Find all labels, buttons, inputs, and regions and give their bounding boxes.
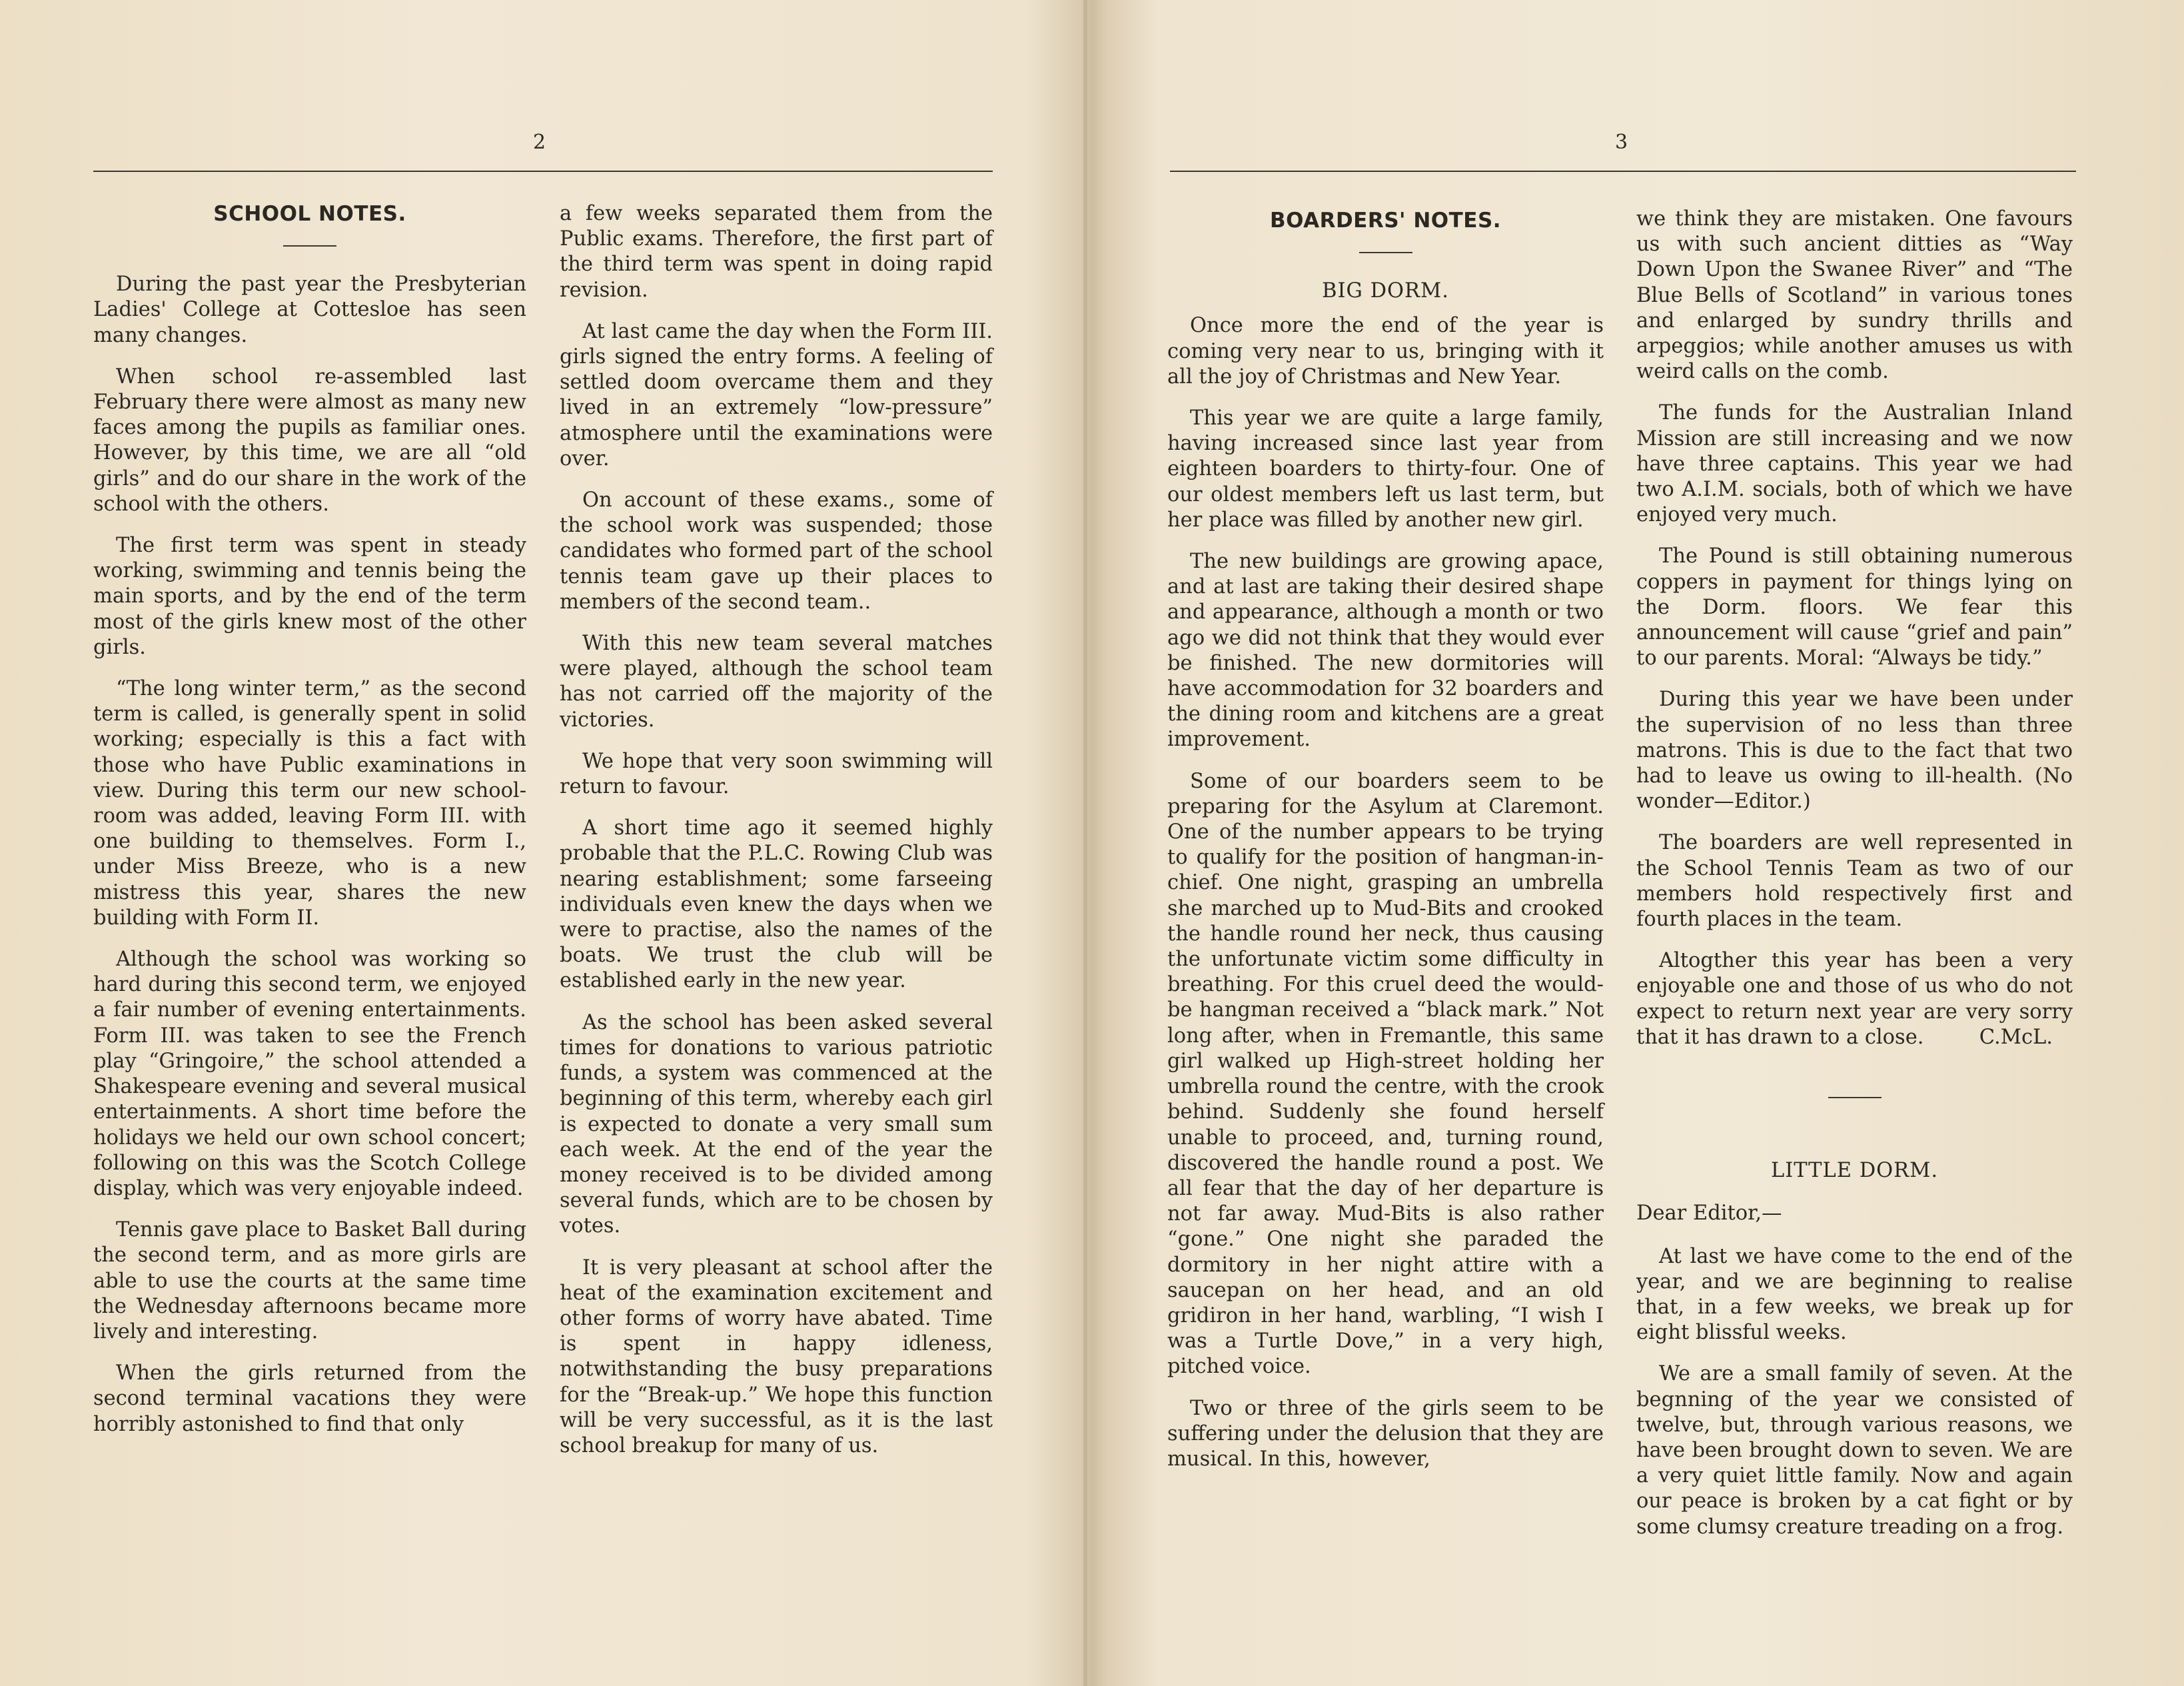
paragraph: The new buildings are growing apace, and at last are taking their desired shape and appearance, although a month or two ago we did not think that they would ever be finished. The new dormitories will have accommodation for 32 boarders and the dining room and kitchens are a great improvement. — [1167, 550, 1604, 752]
paragraph: When school re-assembled last February there were almost as many new faces among the pupils as familiar ones. However, by this time, we are all “old girls” and do our share in the work of the school with the others. — [93, 365, 526, 516]
heading-rule — [1359, 252, 1412, 253]
right-page — [1087, 0, 2184, 1686]
paragraph: we think they are mistaken. One favours us with such ancient ditties as “Way Down Upon the Swanee River” and “The Blue Bells of Scotland” in various tones and enlarged by sundry thrills and arpeggios; while another amuses us with weird calls on the comb. — [1636, 207, 2073, 384]
salutation: Dear Editor,— — [1636, 1202, 1782, 1226]
closing-text: Altogther this year has been a very enjoyable one and those of us who do not expect to return next year are very sorry that it has drawn to a close. — [1636, 949, 2073, 1049]
paragraph: It is very pleasant at school after the heat of the examination excitement and other forms of worry have abated. Time is spent in happy idleness, notwithstanding the busy preparations for the “Break-up.” We hope this function will be very successful, as it is the last school breakup for many of us. — [560, 1256, 993, 1457]
paragraph: On account of these exams., some of the school work was suspended; those candidates who formed part of the school tennis team gave up their places to members of the second team.. — [560, 488, 993, 614]
paragraph: As the school has been asked several times for donations to various patriotic funds, a system was commenced at the beginning of this term, whereby each girl is expected to donate a very small sum each week. At the end of the year the money received is to be divided among several funds, which are to be chosen by votes. — [560, 1010, 993, 1238]
school-notes-column — [93, 201, 526, 1453]
paragraph: At last we have come to the end of the year, and we are beginning to realise that, in a few weeks, we break up for eight blissful weeks. — [1636, 1244, 2073, 1345]
page-number: 3 — [1615, 131, 1628, 154]
paragraph: Although the school was working so hard during this second term, we enjoyed a fair number of evening entertainments. Form III. was taken to see the French play “Gringoire,” the school attended a Shakespeare evening and several musical entertainments. A short time before the holidays we held our own school concert; following on this was the Scotch College display, which was very enjoyable indeed. — [93, 948, 526, 1200]
left-page — [0, 0, 1083, 1686]
paragraph: The funds for the Australian Inland Mission are still increasing and we now have three captains. This year we had two A.I.M. socials, both of which we have enjoyed very much. — [1636, 401, 2073, 527]
section-heading: BOARDERS' NOTES. — [1269, 209, 1502, 233]
heading-rule — [283, 245, 336, 247]
paragraph: When the girls returned from the second terminal vacations they were horribly astonished to find that only — [93, 1361, 526, 1436]
paragraph: A short time ago it seemed highly probable that the P.L.C. Rowing Club was nearing establishment; some farseeing individuals even knew the days when we were to practise, also the names of the boats. We trust the club will be established early in the new year. — [560, 816, 993, 993]
paragraph: The boarders are well represented in the School Tennis Team as two of our members hold respectively first and fourth places in the team. — [1636, 831, 2073, 932]
paragraph: During this year we have been under the supervision of no less than three matrons. This is due to the fact that two had to leave us owing to ill-health. (No wonder—Editor.) — [1636, 688, 2073, 814]
paragraph: Two or three of the girls seem to be suffering under the delusion that they are musical. In this, however, — [1167, 1396, 1604, 1471]
paragraph: At last came the day when the Form III. girls signed the entry forms. A feeling of settled doom overcame them and they lived in an extremely “low-pressure” atmosphere until the examinations were over. — [560, 319, 993, 470]
boarders-notes-column-continued — [1636, 207, 2073, 1556]
paragraph: Tennis gave place to Basket Ball during the second term, and as more girls are able to use the courts at the same time the Wednesday afternoons became more lively and interesting. — [93, 1218, 526, 1343]
signature: C.McL. — [1979, 1025, 2053, 1049]
paragraph: We hope that very soon swimming will return to favour. — [560, 749, 993, 799]
closing-paragraph — [1636, 948, 2073, 1050]
school-notes-column-continued — [560, 201, 993, 1475]
section-heading: SCHOOL NOTES. — [213, 202, 406, 226]
header-rule — [1170, 171, 2076, 172]
subsection-heading: LITTLE DORM. — [1770, 1159, 1939, 1183]
paragraph: The first term was spent in steady working, swimming and tennis being the main sports, and by the end of the term most of the girls knew most of the other girls. — [93, 534, 526, 659]
subsection-heading: BIG DORM. — [1322, 279, 1449, 303]
page-number: 2 — [533, 131, 546, 154]
paragraph: We are a small family of seven. At the begnning of the year we consisted of twelve, but, through various reasons, we have been brought down to seven. We are a very quiet little family. Now and again our peace is broken by a cat fight or by some clumsy creature treading on a frog. — [1636, 1362, 2073, 1539]
boarders-notes-column — [1167, 208, 1604, 1488]
paragraph: With this new team several matches were played, although the school team has not carried off the majority of the victories. — [560, 632, 993, 732]
paragraph: During the past year the Presbyterian Ladies' College at Cottesloe has seen many changes. — [93, 273, 526, 347]
paragraph: a few weeks separated them from the Public exams. Therefore, the first part of the third term was spent in doing rapid revision. — [560, 202, 993, 302]
paragraph: Once more the end of the year is coming very near to us, bringing with it all the joy of Christmas and New Year. — [1167, 314, 1604, 389]
section-divider — [1828, 1097, 1882, 1098]
paragraph: “The long winter term,” as the second term is called, is generally spent in solid working; especially is this a fact with those who have Public examinations in view. During this term our new school-room was added, leaving Form III. with one building to themselves. Form I., under Miss Breeze, who is a new mistress this year, shares the new building with Form II. — [93, 677, 526, 930]
header-rule — [93, 171, 993, 172]
paragraph: Some of our boarders seem to be preparing for the Asylum at Claremont. One of the number appears to be trying to qualify for the position of hangman-in-chief. One night, grasping an umbrella she marched up to Mud-Bits and crooked the handle round her neck, thus causing the unfortunate victim some difficulty in breathing. For this cruel deed the would-be hangman received a “black mark.” Not long after, when in Fremantle, this same girl walked up High-street holding her umbrella round the centre, with the crook behind. Suddenly she found herself unable to proceed, and, turning round, discovered the handle round a post. We all fear that the day of her departure is not far away. Mud-Bits is also rather “gone.” One night she paraded the dormitory in her night attire with a saucepan on her head, and an old gridiron in her hand, warbling, “I wish I was a Turtle Dove,” in a very high, pitched voice. — [1167, 769, 1604, 1379]
paragraph: The Pound is still obtaining numerous coppers in payment for things lying on the Dorm. floors. We fear this announcement will cause “grief and pain” to our parents. Moral: “Always be tidy.” — [1636, 544, 2073, 670]
paragraph: This year we are quite a large family, having increased since last year from eighteen boarders to thirty-four. One of our oldest members left us last term, but her place was filled by another new girl. — [1167, 407, 1604, 532]
